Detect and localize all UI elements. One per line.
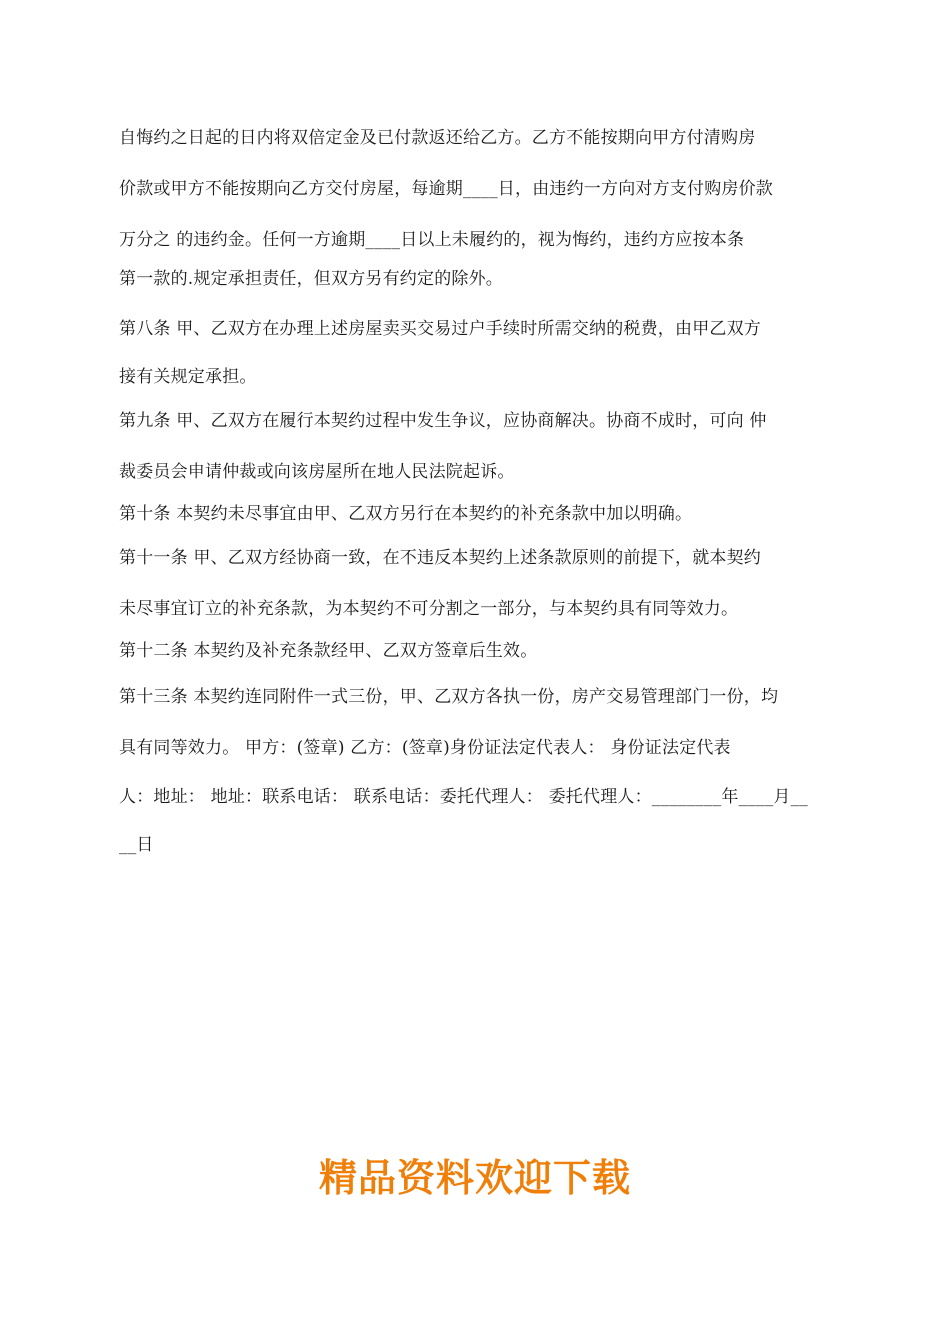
text-line: 接有关规定承担。 bbox=[119, 367, 257, 387]
text-line: 价款或甲方不能按期向乙方交付房屋，每逾期____日，由违约一方向对方支付购房价款 bbox=[119, 179, 773, 199]
text-line: 人：地址： 地址：联系电话： 联系电话：委托代理人： 委托代理人：________年____月__ bbox=[119, 787, 809, 807]
text-line: 第八条 甲、乙双方在办理上述房屋卖买交易过户手续时所需交纳的税费，由甲乙双方 bbox=[119, 319, 762, 339]
text-line: 第十三条 本契约连同附件一式三份，甲、乙双方各执一份，房产交易管理部门一份，均 bbox=[119, 687, 779, 707]
text-line: 裁委员会申请仲裁或向该房屋所在地人民法院起诉。 bbox=[119, 462, 515, 482]
text-line: 第十一条 甲、乙双方经协商一致，在不违反本契约上述条款原则的前提下，就本契约 bbox=[119, 548, 762, 568]
text-line: 第十二条 本契约及补充条款经甲、乙双方签章后生效。 bbox=[119, 641, 538, 661]
text-line: 第一款的.规定承担责任，但双方另有约定的除外。 bbox=[119, 269, 504, 289]
text-line: 具有同等效力。 甲方：(签章) 乙方：(签章)身份证法定代表人： 身份证法定代表 bbox=[119, 738, 731, 758]
text-line: 未尽事宜订立的补充条款，为本契约不可分割之一部分，与本契约具有同等效力。 bbox=[119, 599, 739, 619]
text-line: 万分之 的违约金。任何一方逾期____日以上未履约的，视为悔约，违约方应按本条 bbox=[119, 230, 745, 250]
text-line: __日 bbox=[119, 835, 154, 855]
text-line: 第十条 本契约未尽事宜由甲、乙双方另行在本契约的补充条款中加以明确。 bbox=[119, 504, 693, 524]
text-line: 第九条 甲、乙双方在履行本契约过程中发生争议，应协商解决。协商不成时，可向 仲 bbox=[119, 411, 767, 431]
download-banner: 精品资料欢迎下载 bbox=[318, 1156, 631, 1200]
text-line: 自悔约之日起的日内将双倍定金及已付款返还给乙方。乙方不能按期向甲方付清购房 bbox=[119, 128, 756, 148]
